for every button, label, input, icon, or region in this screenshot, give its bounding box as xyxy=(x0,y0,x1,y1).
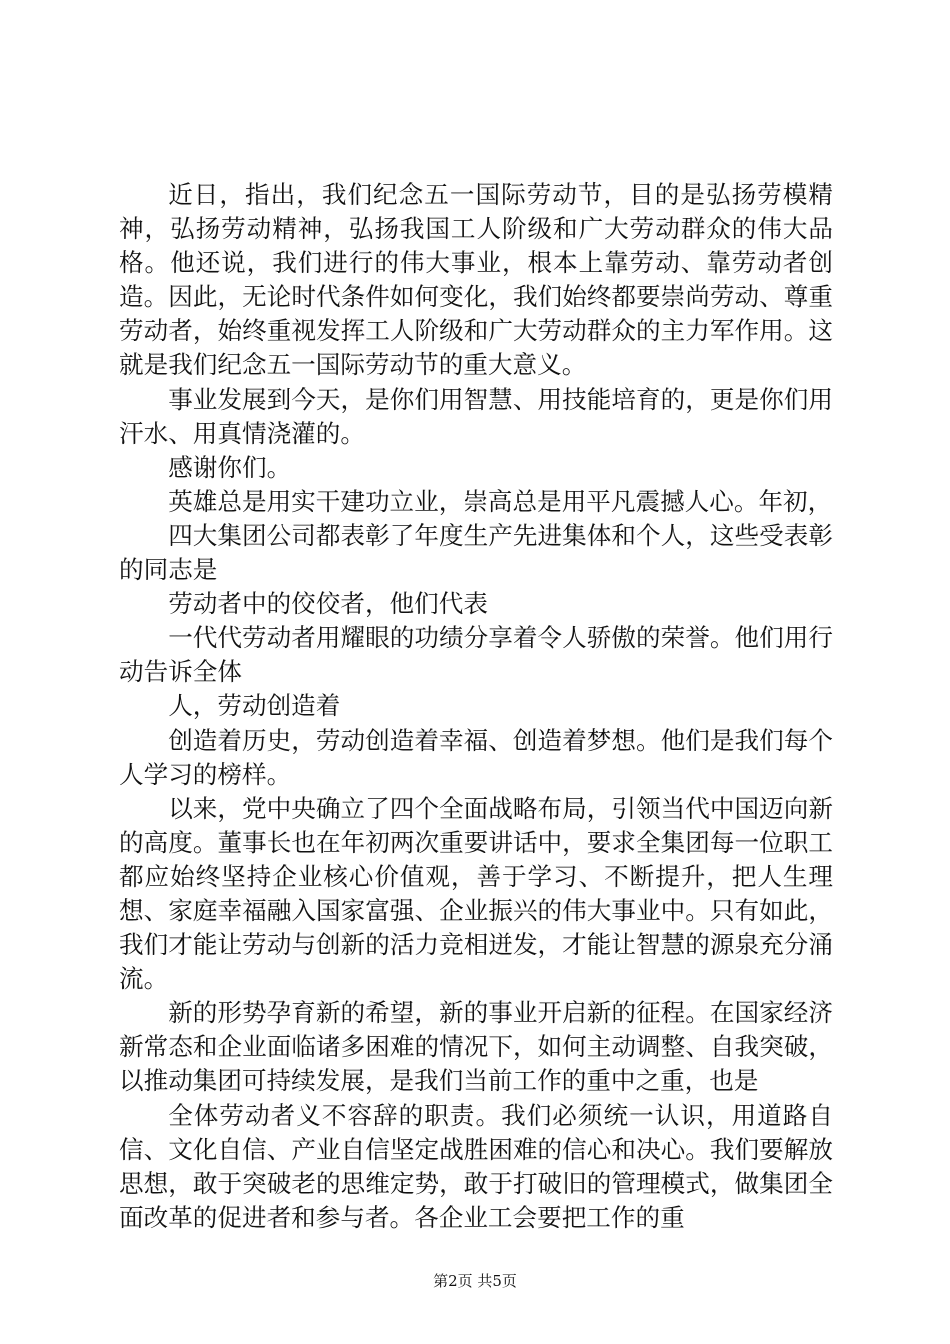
paragraph: 人，劳动创造着 xyxy=(168,691,341,721)
page-number-footer: 第2页 共5页 xyxy=(433,1272,517,1290)
paragraph: 以来，党中央确立了四个全面战略布局，引领当代中国迈向新的高度。董事长也在年初两次重要讲话中，要求全集团每一位职工都应始终坚持企业核心价值观，善于学习、不断提升，把人生理想、家庭幸福融入国家富强、企业振兴的伟大事业中。只有如此，我们才能让劳动与创新的活力竞相迸发，才能让智慧的源泉充分涌流。 xyxy=(119,793,833,994)
document-body xyxy=(119,178,833,1235)
paragraph: 四大集团公司都表彰了年度生产先进集体和个人，这些受表彰的同志是 xyxy=(119,520,833,585)
paragraph: 全体劳动者义不容辞的职责。我们必须统一认识，用道路自信、文化自信、产业自信坚定战胜困难的信心和决心。我们要解放思想，敢于突破老的思维定势，敢于打破旧的管理模式，做集团全面改革的促进者和参与者。各企业工会要把工作的重 xyxy=(119,1100,833,1232)
paragraph: 感谢你们。 xyxy=(168,452,292,482)
paragraph: 创造着历史，劳动创造着幸福、创造着梦想。他们是我们每个人学习的榜样。 xyxy=(119,725,833,789)
paragraph: 劳动者中的佼佼者，他们代表 xyxy=(168,589,488,619)
paragraph: 新的形势孕育新的希望，新的事业开启新的征程。在国家经济新常态和企业面临诸多困难的情况下，如何主动调整、自我突破，以推动集团可持续发展，是我们当前工作的重中之重，也是 xyxy=(119,998,833,1096)
paragraph: 事业发展到今天，是你们用智慧、用技能培育的，更是你们用汗水、用真情浇灌的。 xyxy=(119,384,833,448)
paragraph: 近日，指出，我们纪念五一国际劳动节，目的是弘扬劳模精神，弘扬劳动精神，弘扬我国工人阶级和广大劳动群众的伟大品格。他还说，我们进行的伟大事业，根本上靠劳动、靠劳动者创造。因此，无论时代条件如何变化，我们始终都要崇尚劳动、尊重劳动者，始终重视发挥工人阶级和广大劳动群众的主力军作用。这就是我们纪念五一国际劳动节的重大意义。 xyxy=(119,180,833,380)
paragraph: 英雄总是用实干建功立业，崇高总是用平凡震撼人心。年初， xyxy=(168,486,833,516)
paragraph: 一代代劳动者用耀眼的功绩分享着令人骄傲的荣誉。他们用行动告诉全体 xyxy=(119,623,833,687)
